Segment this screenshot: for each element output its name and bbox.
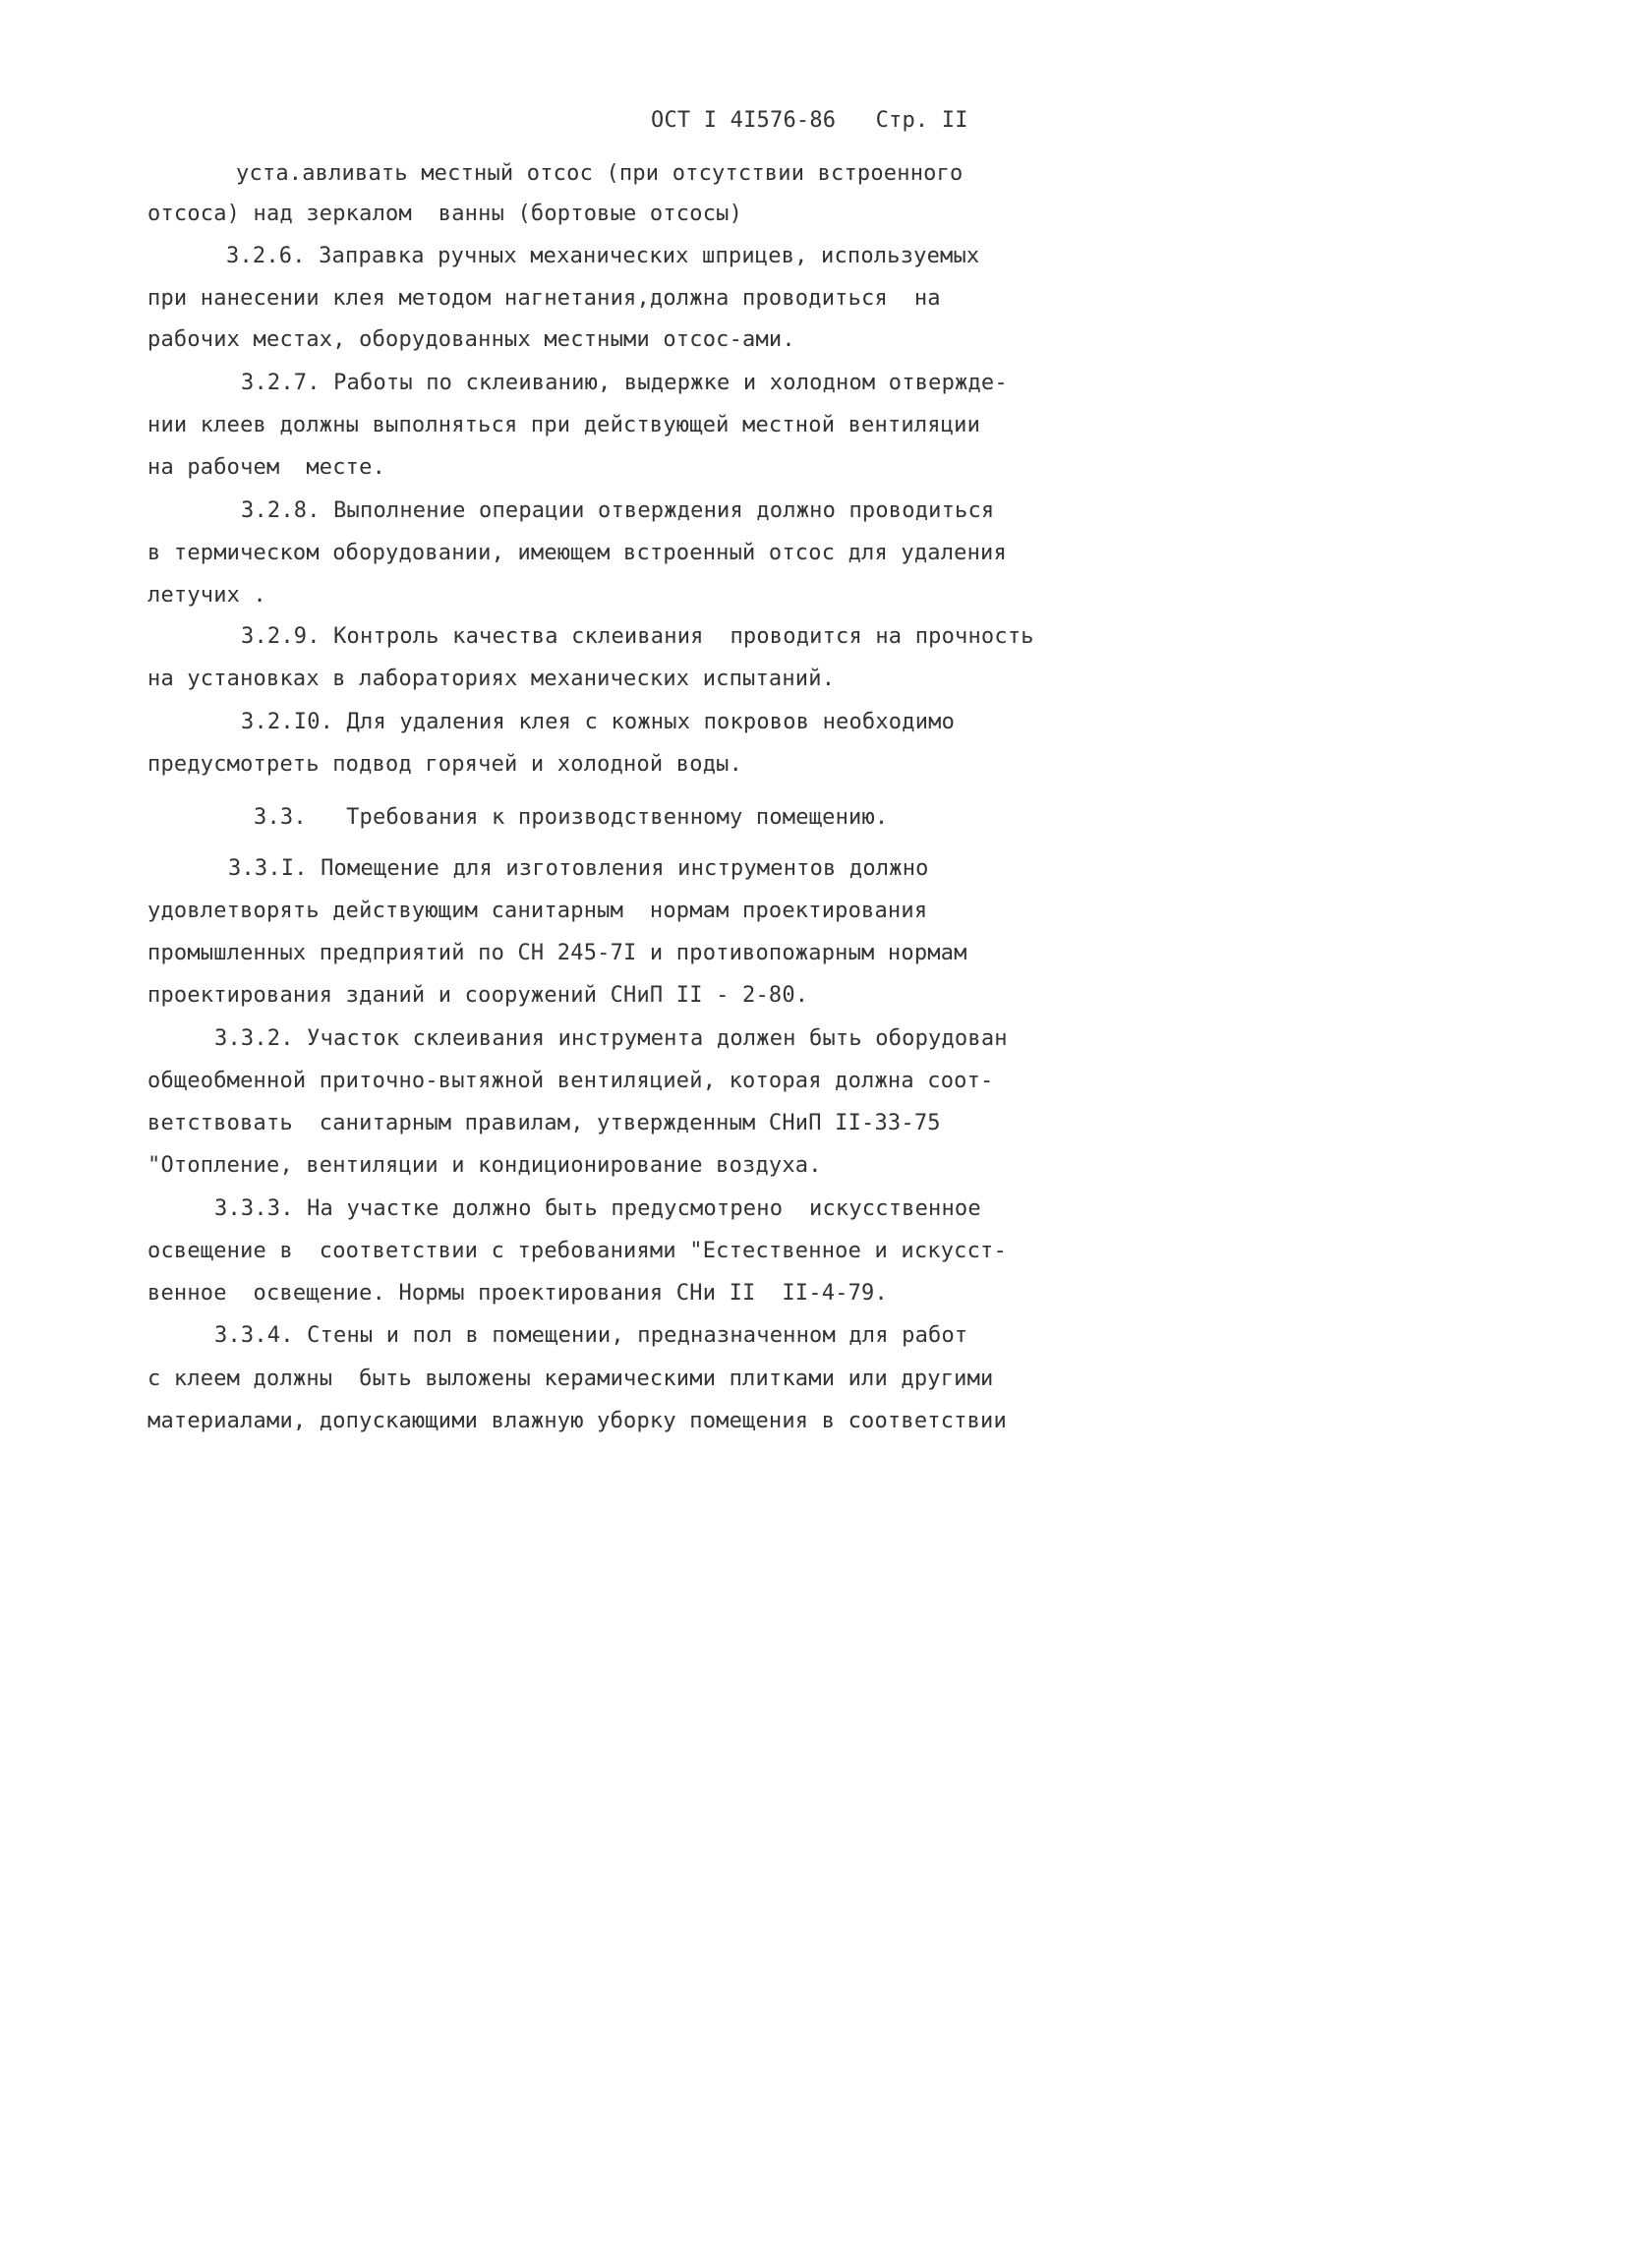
page-number: Стр. II xyxy=(875,108,968,133)
text-line: на установках в лабораториях механических испытаний. xyxy=(147,667,836,691)
text-line: 3.2.9. Контроль качества склеивания проводится на прочность xyxy=(241,624,1034,649)
text-line: предусмотреть подвод горячей и холодной воды. xyxy=(147,752,743,777)
text-line: рабочих местах, оборудованных местными отсос-ами. xyxy=(147,327,795,352)
text-line: на рабочем месте. xyxy=(147,455,386,480)
text-line: летучих . xyxy=(147,583,267,608)
text-line: 3.3.2. Участок склеивания инструмента должен быть оборудован xyxy=(214,1026,1008,1051)
page-header xyxy=(651,108,968,133)
text-line: ветствовать санитарным правилам, утвержденным СНиП II-33-75 xyxy=(147,1111,941,1135)
text-line: нии клеев должны выполняться при действующей местной вентиляции xyxy=(147,413,981,437)
text-line: отсоса) над зеркалом ванны (бортовые отсосы) xyxy=(147,202,743,226)
text-line: 3.2.7. Работы по склеиванию, выдержке и холодном отвержде- xyxy=(241,371,1008,395)
text-line: материалами, допускающими влажную уборку помещения в соответствии xyxy=(147,1409,1007,1433)
text-line: 3.2.8. Выполнение операции отверждения должно проводиться xyxy=(241,498,995,523)
text-line: 3.3.I. Помещение для изготовления инструментов должно xyxy=(228,856,929,881)
text-line: освещение в соответствии с требованиями "Естественное и искусст- xyxy=(147,1239,1007,1263)
section-heading: 3.3. Требования к производственному помещению. xyxy=(254,805,889,830)
text-line: "Отопление, вентиляции и кондиционирование воздуха. xyxy=(147,1153,822,1178)
text-line: при нанесении клея методом нагнетания,должна проводиться на xyxy=(147,286,941,311)
text-line: общеобменной приточно-вытяжной вентиляцией, которая должна соот- xyxy=(147,1069,994,1093)
text-line: 3.2.I0. Для удаления клея с кожных покровов необходимо xyxy=(241,710,956,734)
text-line: проектирования зданий и сооружений СНиП II - 2-80. xyxy=(147,983,809,1008)
text-line: венное освещение. Нормы проектирования СНи II II-4-79. xyxy=(147,1281,888,1306)
document-page xyxy=(0,0,1124,1573)
text-line: в термическом оборудовании, имеющем встроенный отсос для удаления xyxy=(147,541,1007,565)
text-line: промышленных предприятий по СН 245-7I и противопожарным нормам xyxy=(147,941,967,965)
text-line: с клеем должны быть выложены керамическими плитками или другими xyxy=(147,1367,994,1391)
text-line: уста.авливать местный отсос (при отсутствии встроенного xyxy=(236,161,964,186)
text-line: 3.2.6. Заправка ручных механических шприцев, используемых xyxy=(226,244,980,268)
text-line: 3.3.4. Стены и пол в помещении, предназначенном для работ xyxy=(214,1323,968,1348)
text-line: удовлетворять действующим санитарным нормам проектирования xyxy=(147,899,928,923)
document-code: ОСТ I 4I576-86 xyxy=(651,108,837,133)
text-line: 3.3.3. На участке должно быть предусмотрено искусственное xyxy=(214,1196,981,1221)
